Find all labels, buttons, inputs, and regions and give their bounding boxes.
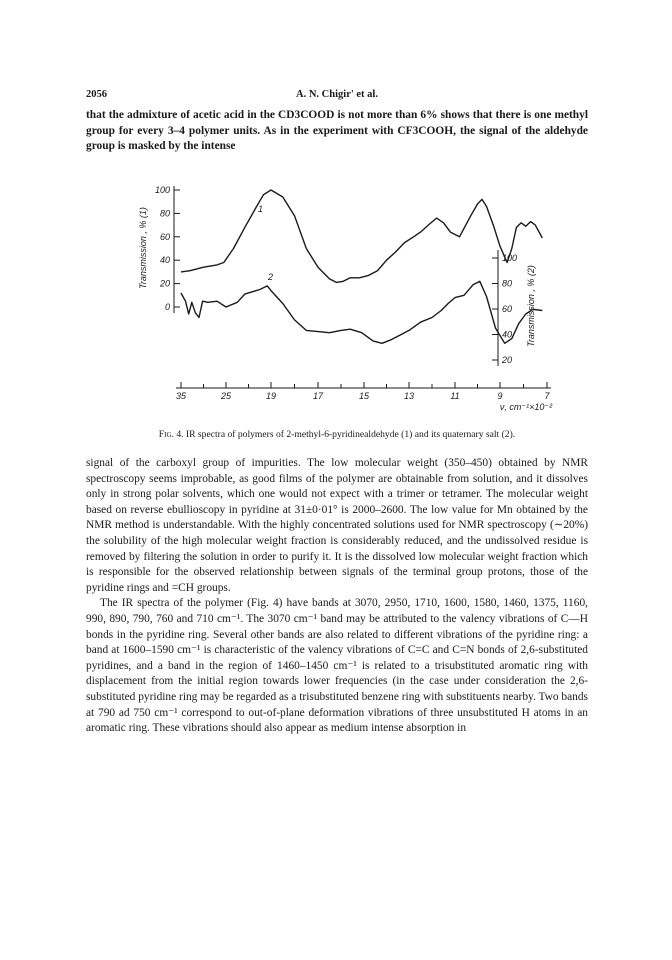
left-tick-label: 0 bbox=[164, 302, 170, 312]
left-tick-label: 40 bbox=[159, 255, 170, 266]
left-tick-label: 100 bbox=[154, 185, 170, 195]
right-axis bbox=[492, 250, 517, 366]
header-authors: A. N. Chigir' et al. bbox=[296, 89, 378, 100]
paragraph-2: The IR spectra of the polymer (Fig. 4) have bands at 3070, 2950, 1710, 1600, 1580, 1460, 1375, 1160, 990, 890, 790, 760 and 710 cm⁻¹. The 3070 cm⁻¹ band may be attributed to the valency vibrations of C—H bonds in the pyridine ring. Several other bands are also related to different vibrations of the pyridine ring: a band at 1600–1590 cm⁻¹ is characteristic of the valency vibrations of C=C and C=N bonds of 2,6-substituted pyridines, and a band in the region of 1460–1450 cm⁻¹ is related to a trisubstituted aromatic ring with displacement from the initial region towards lower frequencies (in the case under consideration the 2,6-substituted pyridine ring may be regarded as a trisubstituted benzene ring with substituents nearby. Two bands at 790 ad 750 cm⁻¹ correspond to out-of-plane deformation vibrations of three unsubstituted H atoms in an aromatic ring. These vibrations should also appear as medium intense absorption in bbox=[86, 597, 588, 735]
left-axis bbox=[155, 185, 180, 313]
page-number: 2056 bbox=[86, 89, 107, 100]
right-tick-label: 80 bbox=[502, 278, 513, 289]
x-tick-label: 35 bbox=[175, 391, 187, 401]
x-tick-label: 17 bbox=[312, 391, 324, 401]
left-axis-title: Transmission , % (1) bbox=[138, 207, 148, 289]
paragraph-top: that the admixture of acetic acid in the CD3COOD is not more than 6% shows that there is one methyl group for every 3–4 polymer units. As in the experiment with CF3COOH, the signal of the aldehyde group is masked by the intense bbox=[86, 109, 588, 153]
curve-label-1: 1 bbox=[258, 204, 264, 214]
x-tick-label: 11 bbox=[450, 391, 460, 401]
x-axis-title: ν, cm⁻¹×10⁻² bbox=[499, 402, 553, 412]
curve-label-2: 2 bbox=[268, 272, 274, 282]
x-tick-label: 13 bbox=[403, 391, 415, 401]
caption-label: Fig. 4. bbox=[158, 429, 184, 440]
ir-spectrum-chart bbox=[86, 170, 588, 430]
right-tick-label: 60 bbox=[502, 304, 513, 314]
spectrum-curve-1 bbox=[181, 190, 542, 282]
left-tick-label: 20 bbox=[159, 278, 170, 289]
right-tick-label: 100 bbox=[502, 253, 518, 263]
x-tick-label: 9 bbox=[497, 391, 503, 401]
spectrum-curve-2 bbox=[181, 278, 542, 343]
left-tick-label: 80 bbox=[159, 208, 170, 219]
x-axis bbox=[176, 382, 551, 401]
caption-text: IR spectra of polymers of 2-methyl-6-pyridinealdehyde (1) and its quaternary salt (2). bbox=[185, 429, 516, 440]
x-tick-label: 15 bbox=[358, 391, 370, 401]
spectrum-curves bbox=[181, 190, 542, 343]
figure-4 bbox=[86, 170, 588, 430]
right-tick-label: 20 bbox=[502, 355, 513, 365]
x-tick-label: 25 bbox=[220, 391, 232, 401]
right-tick-label: 40 bbox=[502, 329, 513, 340]
x-tick-label: 19 bbox=[265, 391, 277, 401]
x-tick-label: 7 bbox=[544, 391, 550, 401]
paragraph-1: signal of the carboxyl group of impurities. The low molecular weight (350–450) obtained by NMR spectroscopy seems improbable, as good films of the polymer are obtainable from solution, and it dissolves only in strong polar solvents, which one would not expect with a trimer or tetramer. The molecular weight based on reverse ebullioscopy in pyridine at 31±0·01° is 2000–2600. The low value for Mn obtained by the NMR method is understandable. With the highly concentrated solutions used for NMR spectroscopy (∼20%) the solubility of the high molecular weight fraction is considerably reduced, and the undissolved residue is removed by filtering the solution in order to purify it. It is the dissolved low molecular weight fraction which is responsible for the observed relationship between signals of the terminal group protons, those of the pyridine rings and =CH groups. bbox=[86, 457, 588, 594]
text-main bbox=[86, 456, 588, 737]
running-head bbox=[86, 89, 588, 105]
figure-caption bbox=[86, 429, 588, 440]
right-axis-title: Transmission , % (2) bbox=[526, 265, 536, 347]
left-tick-label: 60 bbox=[159, 231, 170, 242]
text-top bbox=[86, 108, 588, 155]
